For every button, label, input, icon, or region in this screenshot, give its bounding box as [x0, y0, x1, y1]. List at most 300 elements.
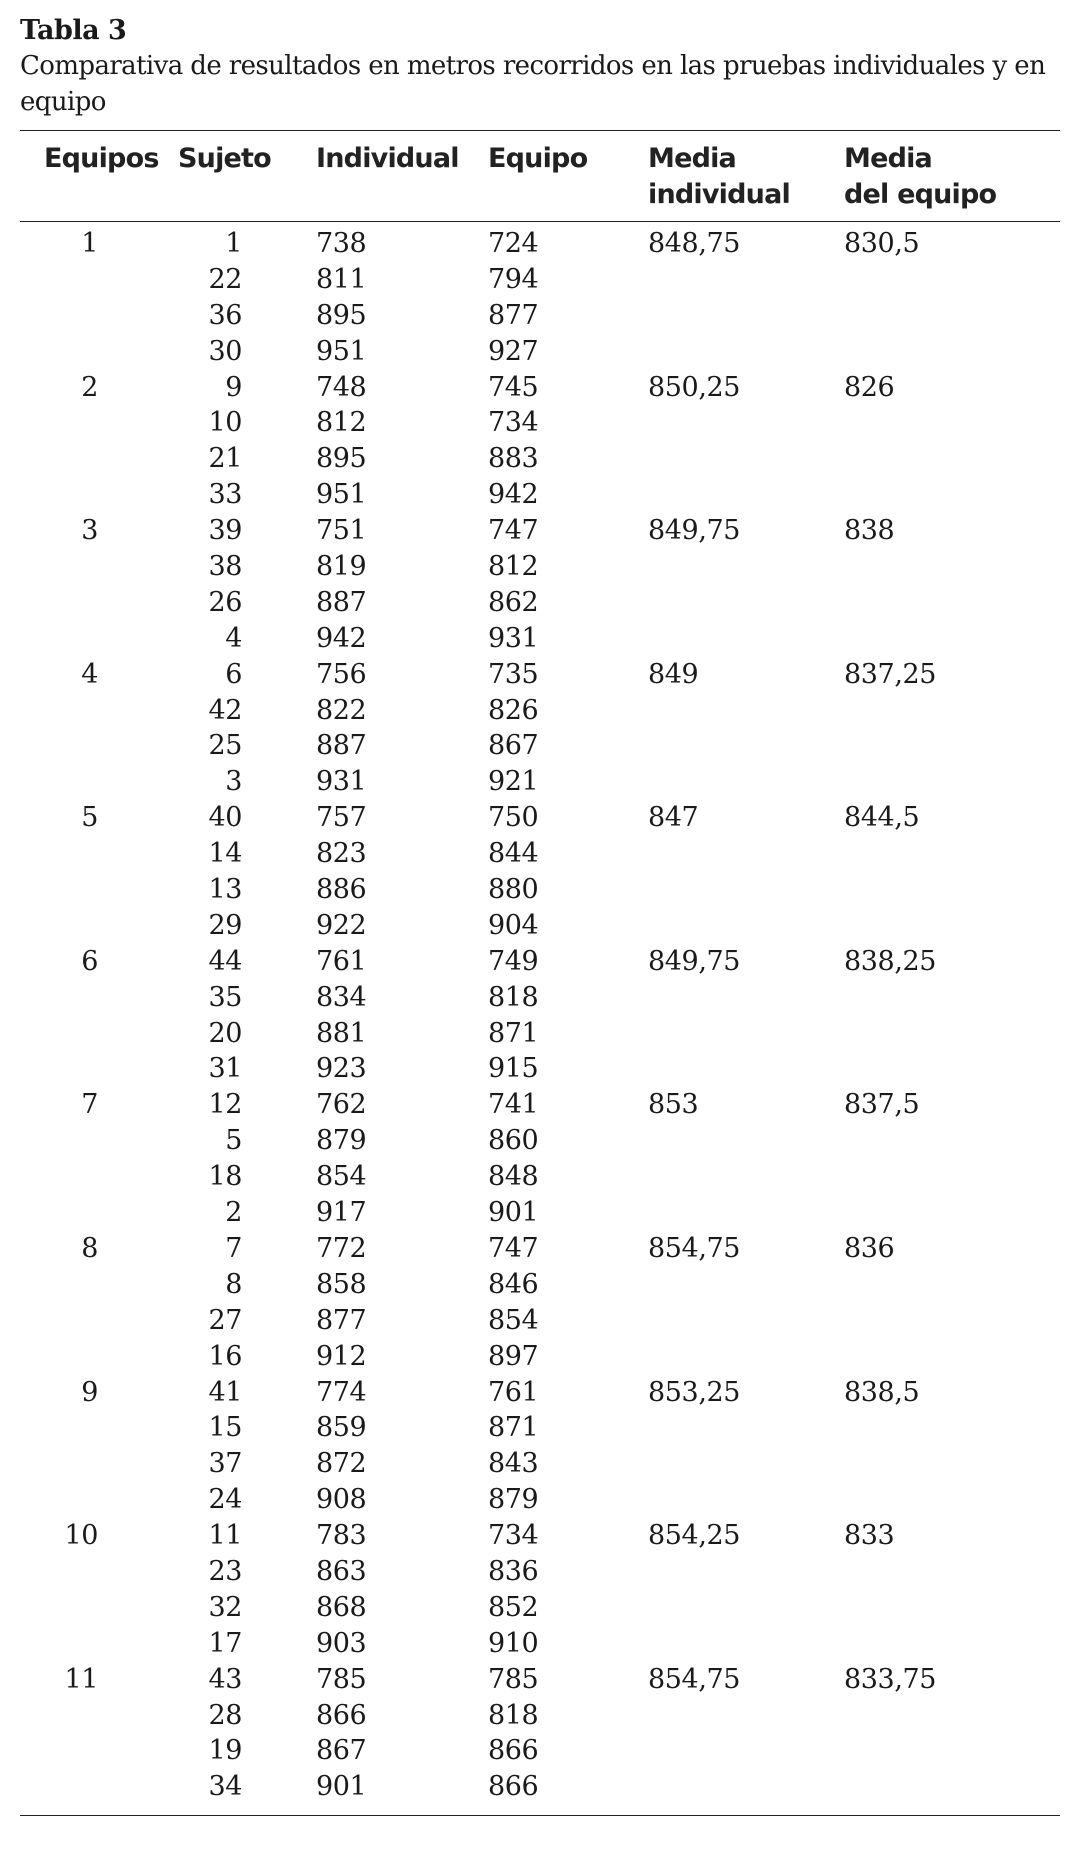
cell-individual: 772	[316, 1232, 367, 1264]
cell-team	[20, 334, 178, 370]
cell-individual: 868	[316, 1591, 367, 1623]
cell-individual: 866	[316, 1699, 367, 1731]
cell-individual: 886	[316, 874, 367, 906]
cell-mean-team	[844, 1626, 1060, 1662]
cell-team-result: 880	[488, 874, 539, 906]
cell-mean-team	[844, 1195, 1060, 1231]
cell-team-value: 11	[64, 1663, 98, 1695]
cell-team-result: 741	[488, 1089, 539, 1121]
cell-mean-individual	[648, 621, 844, 657]
cell-mean-individual	[648, 585, 844, 621]
cell-team	[20, 657, 178, 693]
cell-mean-team	[844, 1123, 1060, 1159]
cell-team-result: 826	[488, 694, 539, 726]
cell-mean-individual	[648, 908, 844, 944]
cell-team-result: 745	[488, 371, 539, 403]
table-row	[20, 1159, 1060, 1195]
cell-mean-individual	[648, 980, 844, 1016]
cell-subject	[178, 1159, 316, 1195]
cell-mean-individual	[648, 1016, 844, 1052]
cell-individual: 757	[316, 802, 367, 834]
cell-team	[20, 944, 178, 980]
table-row	[20, 1590, 1060, 1626]
cell-individual: 783	[316, 1520, 367, 1552]
cell-team	[20, 1051, 178, 1087]
cell-team-result: 866	[488, 1771, 539, 1803]
cell-team-result: 854	[488, 1304, 539, 1336]
cell-team-result: 877	[488, 299, 539, 331]
cell-mean-team	[844, 1159, 1060, 1195]
cell-subject	[178, 405, 316, 441]
cell-subject	[178, 1195, 316, 1231]
cell-subject-value: 23	[208, 1555, 242, 1587]
cell-mean-team	[844, 980, 1060, 1016]
cell-team-result: 866	[488, 1735, 539, 1767]
cell-team-result: 904	[488, 909, 539, 941]
cell-subject-value: 33	[208, 479, 242, 511]
cell-team-result: 883	[488, 443, 539, 475]
cell-subject	[178, 1698, 316, 1734]
table-row	[20, 1554, 1060, 1590]
cell-individual: 903	[316, 1627, 367, 1659]
table-row	[20, 262, 1060, 298]
cell-mean-individual	[648, 1590, 844, 1626]
table-row	[20, 1195, 1060, 1231]
cell-mean-individual: 854,75	[648, 1232, 741, 1264]
header-media-equipo-line1: Media	[844, 143, 932, 174]
cell-subject-value: 2	[225, 1197, 242, 1229]
cell-team	[20, 513, 178, 549]
cell-team-result: 871	[488, 1017, 539, 1049]
cell-mean-individual	[648, 1554, 844, 1590]
cell-mean-team	[844, 441, 1060, 477]
cell-team-result: 843	[488, 1448, 539, 1480]
cell-subject	[178, 1482, 316, 1518]
cell-individual: 879	[316, 1125, 367, 1157]
header-media-individual	[648, 141, 844, 221]
cell-subject-value: 21	[208, 443, 242, 475]
cell-mean-team	[844, 1769, 1060, 1805]
cell-mean-team	[844, 1482, 1060, 1518]
cell-mean-team: 844,5	[844, 802, 920, 834]
cell-mean-individual	[648, 334, 844, 370]
cell-mean-individual	[648, 1267, 844, 1303]
cell-team	[20, 1303, 178, 1339]
cell-subject	[178, 1375, 316, 1411]
cell-mean-individual	[648, 836, 844, 872]
cell-mean-team	[844, 262, 1060, 298]
cell-mean-individual	[648, 1626, 844, 1662]
cell-subject-value: 15	[208, 1412, 242, 1444]
cell-mean-team	[844, 693, 1060, 729]
cell-individual: 951	[316, 335, 367, 367]
cell-individual: 811	[316, 263, 367, 295]
cell-individual: 774	[316, 1376, 367, 1408]
cell-subject	[178, 621, 316, 657]
table-row	[20, 1375, 1060, 1411]
cell-subject	[178, 1769, 316, 1805]
table-row	[20, 370, 1060, 406]
cell-subject-value: 26	[208, 586, 242, 618]
cell-individual: 895	[316, 443, 367, 475]
cell-team-value: 1	[81, 228, 98, 259]
cell-subject	[178, 980, 316, 1016]
cell-individual: 785	[316, 1663, 367, 1695]
cell-subject	[178, 370, 316, 406]
cell-team	[20, 1769, 178, 1805]
cell-mean-team: 826	[844, 371, 895, 403]
cell-subject	[178, 441, 316, 477]
cell-team	[20, 693, 178, 729]
header-media-individual-line1: Media	[648, 143, 736, 174]
cell-individual: 872	[316, 1448, 367, 1480]
table-row	[20, 1087, 1060, 1123]
cell-individual: 895	[316, 299, 367, 331]
cell-mean-team	[844, 764, 1060, 800]
cell-individual: 854	[316, 1161, 367, 1193]
cell-team-result: 846	[488, 1268, 539, 1300]
cell-mean-team	[844, 1267, 1060, 1303]
cell-mean-team	[844, 1303, 1060, 1339]
cell-team	[20, 1518, 178, 1554]
cell-team	[20, 477, 178, 513]
table-row	[20, 621, 1060, 657]
cell-mean-individual	[648, 1410, 844, 1446]
cell-team-result: 836	[488, 1555, 539, 1587]
cell-team	[20, 1016, 178, 1052]
cell-mean-team	[844, 908, 1060, 944]
cell-team	[20, 1195, 178, 1231]
table-row	[20, 1231, 1060, 1267]
cell-team	[20, 1123, 178, 1159]
cell-subject-value: 34	[208, 1771, 242, 1803]
cell-team	[20, 872, 178, 908]
cell-mean-team	[844, 334, 1060, 370]
cell-subject-value: 43	[208, 1663, 242, 1695]
table-row	[20, 1482, 1060, 1518]
cell-individual: 858	[316, 1268, 367, 1300]
cell-subject	[178, 908, 316, 944]
cell-team-result: 852	[488, 1591, 539, 1623]
cell-team-result: 734	[488, 1520, 539, 1552]
cell-mean-team	[844, 1339, 1060, 1375]
cell-team	[20, 836, 178, 872]
cell-subject	[178, 513, 316, 549]
table-figure	[20, 14, 1060, 1816]
cell-mean-team	[844, 477, 1060, 513]
cell-subject	[178, 657, 316, 693]
cell-mean-team	[844, 585, 1060, 621]
cell-individual: 912	[316, 1340, 367, 1372]
cell-subject	[178, 549, 316, 585]
cell-subject	[178, 1123, 316, 1159]
cell-team-result: 747	[488, 515, 539, 547]
cell-individual: 951	[316, 479, 367, 511]
cell-mean-team	[844, 836, 1060, 872]
cell-individual: 881	[316, 1017, 367, 1049]
table-row	[20, 298, 1060, 334]
cell-individual: 923	[316, 1053, 367, 1085]
header-equipos: Equipos	[44, 143, 159, 174]
cell-team	[20, 1554, 178, 1590]
cell-individual: 751	[316, 515, 367, 547]
cell-subject-value: 44	[208, 945, 242, 977]
table-row	[20, 872, 1060, 908]
cell-individual: 931	[316, 766, 367, 798]
table-row	[20, 1339, 1060, 1375]
cell-subject-value: 8	[225, 1268, 242, 1300]
cell-subject-value: 24	[208, 1484, 242, 1516]
cell-team	[20, 800, 178, 836]
cell-mean-individual: 847	[648, 802, 699, 834]
cell-mean-team	[844, 298, 1060, 334]
cell-mean-individual	[648, 298, 844, 334]
cell-subject-value: 41	[208, 1376, 242, 1408]
cell-subject	[178, 1339, 316, 1375]
cell-mean-individual: 849,75	[648, 945, 741, 977]
cell-team	[20, 262, 178, 298]
table-row	[20, 1733, 1060, 1769]
cell-individual: 887	[316, 586, 367, 618]
table-row	[20, 908, 1060, 944]
cell-individual: 917	[316, 1197, 367, 1229]
cell-individual: 834	[316, 981, 367, 1013]
cell-team	[20, 621, 178, 657]
cell-mean-individual: 848,75	[648, 228, 741, 259]
cell-mean-individual	[648, 693, 844, 729]
cell-team	[20, 728, 178, 764]
cell-mean-individual	[648, 549, 844, 585]
table-caption: Comparativa de resultados en metros recorridos en las pruebas individuales y en equipo	[20, 51, 1046, 117]
cell-subject	[178, 836, 316, 872]
table-row	[20, 477, 1060, 513]
cell-team-result: 927	[488, 335, 539, 367]
cell-subject-value: 16	[208, 1340, 242, 1372]
cell-subject	[178, 944, 316, 980]
cell-mean-individual: 854,75	[648, 1663, 741, 1695]
cell-individual: 908	[316, 1484, 367, 1516]
cell-mean-team: 838,5	[844, 1376, 920, 1408]
cell-individual: 812	[316, 407, 367, 439]
cell-team	[20, 1482, 178, 1518]
cell-team-result: 901	[488, 1197, 539, 1229]
table-row	[20, 1769, 1060, 1805]
cell-team	[20, 1662, 178, 1698]
cell-individual: 863	[316, 1555, 367, 1587]
cell-mean-team	[844, 1733, 1060, 1769]
cell-team-result: 794	[488, 263, 539, 295]
cell-individual: 762	[316, 1089, 367, 1121]
cell-subject-value: 22	[208, 263, 242, 295]
cell-team-result: 921	[488, 766, 539, 798]
table-label: Tabla 3	[20, 15, 127, 46]
cell-team-result: 749	[488, 945, 539, 977]
cell-team	[20, 1733, 178, 1769]
cell-subject-value: 38	[208, 551, 242, 583]
cell-team-value: 4	[81, 658, 98, 690]
cell-team-result: 910	[488, 1627, 539, 1659]
cell-mean-individual	[648, 1159, 844, 1195]
cell-team-value: 3	[81, 515, 98, 547]
cell-subject-value: 14	[208, 838, 242, 870]
cell-team	[20, 1087, 178, 1123]
cell-individual: 867	[316, 1735, 367, 1767]
cell-mean-individual	[648, 1123, 844, 1159]
cell-subject	[178, 764, 316, 800]
cell-mean-individual: 853,25	[648, 1376, 741, 1408]
table-row	[20, 226, 1060, 262]
cell-subject	[178, 298, 316, 334]
header-equipo: Equipo	[488, 143, 588, 174]
cell-mean-team	[844, 621, 1060, 657]
cell-mean-individual	[648, 1482, 844, 1518]
cell-mean-team: 833,75	[844, 1663, 937, 1695]
cell-mean-individual	[648, 1303, 844, 1339]
cell-team	[20, 1339, 178, 1375]
cell-subject-value: 4	[225, 622, 242, 654]
cell-individual: 901	[316, 1771, 367, 1803]
cell-individual: 822	[316, 694, 367, 726]
table-row	[20, 585, 1060, 621]
cell-team	[20, 441, 178, 477]
cell-individual: 756	[316, 658, 367, 690]
cell-team	[20, 1267, 178, 1303]
header-media-individual-line2: individual	[648, 179, 790, 210]
cell-mean-individual: 849,75	[648, 515, 741, 547]
cell-team-result: 785	[488, 1663, 539, 1695]
header-media-equipo-line2: del equipo	[844, 179, 997, 210]
cell-subject	[178, 1410, 316, 1446]
table-row	[20, 1518, 1060, 1554]
cell-team-result: 931	[488, 622, 539, 654]
cell-mean-individual	[648, 764, 844, 800]
cell-subject-value: 10	[208, 407, 242, 439]
cell-team-value: 6	[81, 945, 98, 977]
cell-subject-value: 9	[225, 371, 242, 403]
cell-subject-value: 31	[208, 1053, 242, 1085]
cell-mean-team	[844, 1446, 1060, 1482]
cell-team-result: 747	[488, 1232, 539, 1264]
cell-subject-value: 32	[208, 1591, 242, 1623]
cell-team-result: 818	[488, 1699, 539, 1731]
cell-team-value: 10	[64, 1520, 98, 1552]
cell-subject	[178, 1518, 316, 1554]
table-row	[20, 1016, 1060, 1052]
cell-subject-value: 30	[208, 335, 242, 367]
cell-individual: 748	[316, 371, 367, 403]
cell-mean-individual	[648, 477, 844, 513]
cell-mean-team: 838	[844, 515, 895, 547]
cell-team	[20, 549, 178, 585]
cell-individual: 859	[316, 1412, 367, 1444]
cell-mean-individual	[648, 872, 844, 908]
cell-subject-value: 25	[208, 730, 242, 762]
cell-mean-team: 837,5	[844, 1089, 920, 1121]
table-row	[20, 1698, 1060, 1734]
cell-team	[20, 405, 178, 441]
cell-subject	[178, 728, 316, 764]
cell-subject-value: 6	[225, 658, 242, 690]
cell-mean-team	[844, 1410, 1060, 1446]
cell-subject-value: 7	[225, 1232, 242, 1264]
cell-mean-team	[844, 1698, 1060, 1734]
cell-team	[20, 226, 178, 262]
cell-subject-value: 28	[208, 1699, 242, 1731]
cell-individual: 887	[316, 730, 367, 762]
table-row	[20, 693, 1060, 729]
table-row	[20, 549, 1060, 585]
cell-mean-team	[844, 872, 1060, 908]
cell-mean-individual: 854,25	[648, 1520, 741, 1552]
cell-team-result: 750	[488, 802, 539, 834]
cell-subject	[178, 1626, 316, 1662]
header-media-equipo	[844, 141, 1060, 221]
table-row	[20, 944, 1060, 980]
header-individual: Individual	[316, 143, 459, 174]
cell-team	[20, 585, 178, 621]
cell-team-result: 860	[488, 1125, 539, 1157]
cell-team-result: 915	[488, 1053, 539, 1085]
table-bottom-rule	[20, 1815, 1060, 1816]
cell-team-result: 862	[488, 586, 539, 618]
cell-subject	[178, 1733, 316, 1769]
table-row	[20, 764, 1060, 800]
cell-team	[20, 1159, 178, 1195]
cell-mean-individual	[648, 262, 844, 298]
cell-subject-value: 11	[208, 1520, 242, 1552]
cell-team-value: 8	[81, 1232, 98, 1264]
cell-subject-value: 17	[208, 1627, 242, 1659]
cell-subject	[178, 693, 316, 729]
cell-mean-individual	[648, 1195, 844, 1231]
cell-individual: 922	[316, 909, 367, 941]
cell-mean-individual: 853	[648, 1089, 699, 1121]
cell-mean-team	[844, 1016, 1060, 1052]
cell-mean-team	[844, 1554, 1060, 1590]
cell-subject	[178, 262, 316, 298]
cell-subject	[178, 1016, 316, 1052]
cell-mean-team	[844, 728, 1060, 764]
cell-team	[20, 370, 178, 406]
cell-mean-team	[844, 405, 1060, 441]
cell-individual: 942	[316, 622, 367, 654]
cell-team	[20, 1375, 178, 1411]
cell-subject-value: 13	[208, 874, 242, 906]
table-row	[20, 513, 1060, 549]
cell-subject-value: 18	[208, 1161, 242, 1193]
cell-team-result: 812	[488, 551, 539, 583]
cell-subject	[178, 585, 316, 621]
cell-subject-value: 37	[208, 1448, 242, 1480]
table-row	[20, 1051, 1060, 1087]
cell-team-result: 897	[488, 1340, 539, 1372]
table-row	[20, 1123, 1060, 1159]
cell-mean-individual	[648, 1339, 844, 1375]
cell-individual: 877	[316, 1304, 367, 1336]
cell-subject-value: 27	[208, 1304, 242, 1336]
table-row	[20, 1410, 1060, 1446]
cell-subject-value: 20	[208, 1017, 242, 1049]
cell-mean-individual	[648, 1769, 844, 1805]
table-row	[20, 836, 1060, 872]
cell-subject	[178, 1267, 316, 1303]
cell-team-result: 879	[488, 1484, 539, 1516]
cell-individual: 738	[316, 228, 367, 259]
cell-team-result: 871	[488, 1412, 539, 1444]
cell-mean-individual	[648, 1733, 844, 1769]
cell-team	[20, 980, 178, 1016]
cell-team-result: 818	[488, 981, 539, 1013]
